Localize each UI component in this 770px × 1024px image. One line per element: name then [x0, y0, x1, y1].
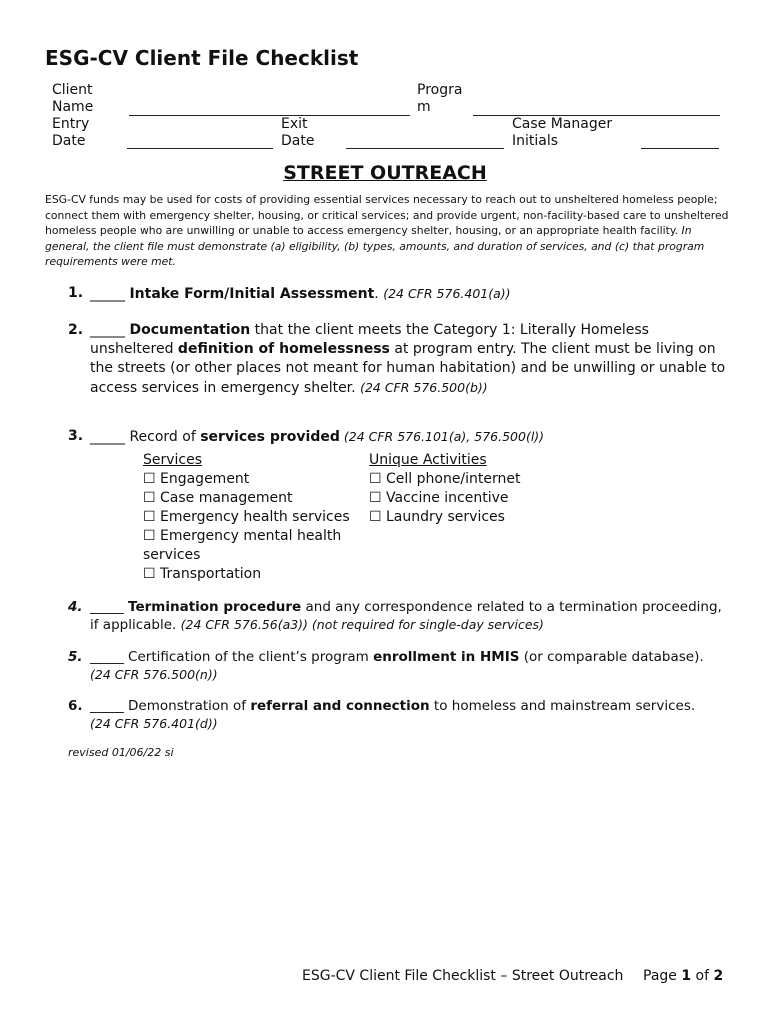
service-option[interactable]: ☐ Engagement [143, 471, 250, 487]
cm-label-line2: Initials [512, 133, 559, 149]
item-bold-text: referral and connection [250, 698, 430, 714]
item-number: 6. [68, 698, 83, 714]
service-option[interactable]: ☐ Case management [143, 490, 293, 506]
item-citation: (24 CFR 576.56(a3)) (not required for single-day services) [180, 617, 544, 632]
item-number: 3. [68, 428, 84, 444]
document-title: ESG-CV Client File Checklist [45, 46, 359, 70]
entry-date-field[interactable] [127, 148, 273, 149]
item-number: 4. [68, 599, 83, 615]
item-bold-text: Documentation [129, 322, 251, 338]
exit-label-line2: Date [281, 133, 315, 149]
checklist-item-6 [68, 698, 728, 733]
exit-date-label [281, 116, 314, 150]
item-bold-text: Intake Form/Initial Assessment [129, 286, 375, 302]
checklist-item-4 [68, 599, 728, 634]
item-blank[interactable]: _____ [90, 649, 124, 665]
item-blank[interactable]: _____ [90, 429, 125, 445]
services-column [143, 451, 358, 584]
page-indicator [643, 968, 723, 984]
item-bold-text: enrollment in HMIS [373, 649, 520, 665]
checklist-item-2 [68, 321, 728, 398]
checklist-item-5 [68, 649, 728, 684]
page-total: 2 [713, 968, 724, 984]
exit-label-line1: Exit [281, 116, 308, 132]
service-option[interactable]: ☐ Transportation [143, 566, 262, 582]
item-number: 5. [68, 649, 83, 665]
item-text-2: to homeless and mainstream services. [429, 698, 696, 714]
client-label-line2: Name [52, 99, 94, 115]
item-citation: (24 CFR 576.500(n)) [90, 667, 218, 682]
intro-text: ESG-CV funds may be used for costs of providing essential services necessary to reach out to unsheltered homeless people; connect them with emergency shelter, housing, or critical services; and provide urgent, non-facility-based care to unsheltered homeless people who are unwilling or unable to access emergency shelter, housing, or an appropriate health facility. [45, 193, 729, 238]
item-text: Record of [125, 429, 201, 445]
item-blank[interactable]: _____ [90, 286, 125, 302]
program-label-line1: Progra [417, 82, 463, 98]
item-bold-text: Termination procedure [128, 599, 302, 615]
item-number: 2. [68, 322, 84, 338]
service-option[interactable]: ☐ Emergency health services [143, 509, 350, 525]
case-manager-initials-field[interactable] [641, 148, 719, 149]
item-citation: (24 CFR 576.101(a), 576.500(l)) [339, 429, 545, 444]
intro-italic-text: In general, the client file must demonstrate (a) eligibility, (b) types, amounts, and duration of services, and (c) that program requirements were met. [45, 224, 705, 269]
item-text: . [374, 286, 384, 302]
revision-note: revised 01/06/22 si [68, 746, 174, 759]
checklist-item-3 [68, 427, 728, 447]
item-bold-text-2: definition of homelessness [177, 341, 390, 357]
item-blank[interactable]: _____ [90, 322, 125, 338]
item-citation: (24 CFR 576.401(d)) [90, 716, 218, 731]
program-label-line2: m [417, 99, 431, 115]
page-prefix: Page [643, 968, 682, 984]
unique-activity-option[interactable]: ☐ Cell phone/internet [369, 471, 521, 487]
checklist-item-1 [68, 284, 728, 304]
program-label [417, 82, 462, 116]
page-of: of [691, 968, 714, 984]
services-header: Services [143, 452, 203, 468]
case-manager-label [512, 116, 612, 150]
item-text-2: at program entry. The client must be living on the streets (or other places not meant for human habitation) and be unwilling or unable to access services in emergency shelter. [90, 341, 726, 396]
item-bold-text: services provided [200, 429, 340, 445]
item-text-2: (or comparable database). [519, 649, 704, 665]
unique-activities-column [369, 451, 569, 527]
item-blank[interactable]: _____ [90, 599, 124, 615]
exit-date-field[interactable] [346, 148, 504, 149]
item-text: Certification of the client’s program [123, 649, 374, 665]
footer-title: ESG-CV Client File Checklist – Street Outreach [302, 968, 624, 984]
client-name-label [52, 82, 93, 116]
unique-activity-option[interactable]: ☐ Vaccine incentive [369, 490, 509, 506]
item-citation: (24 CFR 576.500(b)) [360, 380, 488, 395]
service-option[interactable]: ☐ Emergency mental health services [143, 528, 342, 563]
unique-activity-option[interactable]: ☐ Laundry services [369, 509, 505, 525]
entry-date-label [52, 116, 89, 150]
client-name-field[interactable] [129, 115, 410, 116]
item-text: and any correspondence related to a termination proceeding, if applicable. [90, 599, 722, 633]
unique-activities-header: Unique Activities [369, 452, 487, 468]
section-heading: STREET OUTREACH [283, 162, 487, 184]
page-number: 1 [681, 968, 692, 984]
cm-label-line1: Case Manager [512, 116, 613, 132]
entry-label-line2: Date [52, 133, 86, 149]
item-blank[interactable]: _____ [90, 698, 124, 714]
client-label-line1: Client [52, 82, 93, 98]
intro-paragraph [45, 192, 730, 270]
item-text: Demonstration of [123, 698, 251, 714]
item-number: 1. [68, 285, 84, 301]
item-citation: (24 CFR 576.401(a)) [383, 286, 511, 301]
entry-label-line1: Entry [52, 116, 90, 132]
item-text: that the client meets the Category 1: Literally Homeless unsheltered [90, 322, 649, 357]
